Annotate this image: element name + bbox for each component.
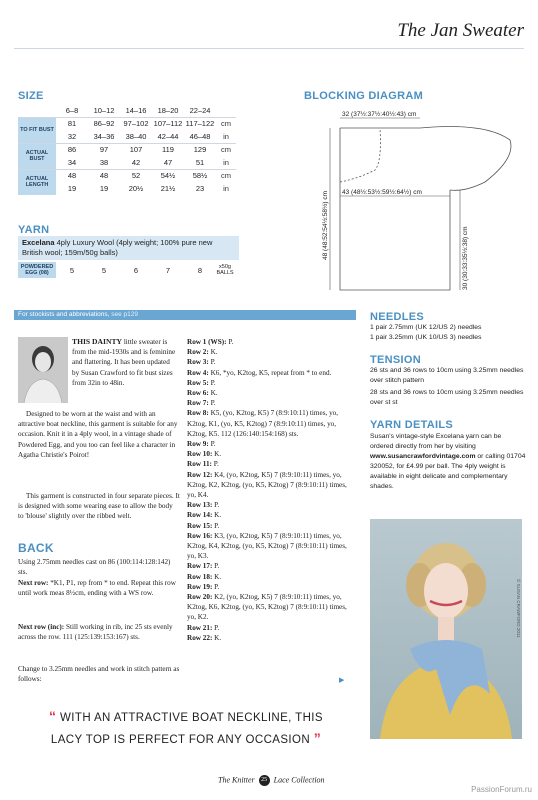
size-cell: 10–12 (93, 105, 115, 115)
page-number: 25 (259, 775, 270, 786)
pattern-row-label: Row 14: (187, 511, 213, 520)
size-unit: in (223, 183, 229, 193)
size-row-label (18, 104, 56, 117)
size-cell: 42–44 (157, 131, 179, 141)
pattern-row-text: K. (208, 348, 218, 357)
pull-quote (14, 706, 358, 750)
pattern-row-label: Row 10: (187, 450, 213, 459)
pattern-row-text: P. (212, 501, 220, 510)
top-measure: 32 (37½:37½:40½:43) cm (342, 111, 417, 118)
size-unit: cm (221, 119, 231, 129)
pattern-row-text: K2, (yo, K2tog, K5) 7 (8:9:10:11) times, yo, K2tog, K6, K2tog, (yo, K5, K2tog) 7 (8:9:10:11) times, yo, K2. (187, 593, 347, 622)
stockists-bar (14, 310, 356, 320)
pattern-row-text: P. (212, 623, 220, 632)
size-cell: 42 (131, 157, 141, 167)
sleeve-outline (340, 127, 511, 191)
size-cell: 86 (67, 145, 77, 155)
pattern-row (187, 582, 347, 592)
pattern-row-label: Row 9: (187, 440, 209, 449)
quote-line-1: WITH AN ATTRACTIVE BOAT NECKLINE, THIS (60, 712, 323, 724)
back-p3-bold: Next row (inc): (18, 623, 65, 631)
pattern-row-text: P. (212, 562, 220, 571)
size-cell: 117–122 (185, 119, 215, 129)
pattern-row (187, 572, 347, 582)
balls-count: 8 (197, 266, 203, 275)
pattern-row-text: P. (212, 582, 220, 591)
pattern-row-text: K5, (yo, K2tog, K5) 7 (8:9:10:11) times, yo, K2tog, K1, (yo, K5, K2tog) 7 (8:9:10:11) times, yo, K2tog, K5. 112 (126:140:154:168) sts. (187, 409, 339, 438)
pattern-row-text: K. (212, 511, 222, 520)
balls-count: 5 (101, 266, 107, 275)
page-title: The Jan Sweater (397, 20, 524, 41)
size-unit (216, 104, 236, 117)
pattern-row-text: P. (208, 440, 216, 449)
quote-open-icon: “ (49, 708, 57, 724)
yarn-heading: YARN (18, 224, 50, 236)
pattern-row-label: Row 16: (187, 531, 213, 540)
needles-l1: 1 pair 2.75mm (UK 12/US 2) needles (370, 324, 482, 331)
quote-line-2: LACY TOP IS PERFECT FOR ANY OCCASION (50, 734, 311, 746)
stockists-link[interactable]: see p129 (111, 311, 138, 318)
size-cell: 107 (129, 145, 143, 155)
mid-measure: 43 (48½:53½:59½:64½) cm (342, 189, 422, 196)
pattern-row (187, 357, 347, 367)
pattern-row-label: Row 21: (187, 623, 213, 632)
footer (218, 775, 325, 786)
pattern-row (187, 337, 347, 347)
pattern-row-label: Row 7: (187, 399, 209, 408)
size-cell: 107–112 (153, 119, 183, 129)
size-cell: 54½ (160, 171, 176, 181)
pattern-row-text: K. (212, 633, 222, 642)
pattern-row-label: Row 2: (187, 348, 209, 357)
pattern-row (187, 459, 347, 469)
yarn-desc: 4ply Luxury Wool (4ply weight; 100% pure new British wool; 159m/50g balls) (22, 238, 213, 257)
back-p2-wrap (18, 578, 180, 598)
balls-unit: x50g BALLS (216, 264, 234, 276)
pattern-row (187, 388, 347, 398)
pattern-row (187, 521, 347, 531)
pattern-row (187, 500, 347, 510)
pattern-row-text: P. (211, 460, 219, 469)
yarn-brand: Excelana (22, 238, 55, 247)
size-cell: 48 (67, 171, 77, 181)
back-p1: Using 2.75mm needles cast on 86 (100:114:128:142) sts. (18, 558, 171, 577)
size-cell: 19 (67, 183, 77, 193)
size-cell: 97–102 (123, 119, 149, 129)
pattern-row-label: Row 1 (WS): (187, 338, 227, 346)
size-cell: 38–40 (125, 131, 147, 141)
size-cell: 22–24 (189, 105, 211, 115)
right-measure: 30 (30:33:35½:38) cm (462, 226, 469, 290)
size-row (18, 169, 236, 182)
pattern-row (187, 561, 347, 571)
pattern-row-label: Row 19: (187, 582, 213, 591)
pattern-row (187, 449, 347, 459)
size-row-label: ACTUAL LENGTH (18, 169, 56, 195)
pattern-row (187, 623, 347, 633)
size-cell: 47 (163, 157, 173, 167)
needles-heading: NEEDLES (370, 311, 425, 323)
body-outline (340, 128, 450, 290)
pattern-row-text: K. (212, 450, 222, 459)
tension-heading: TENSION (370, 354, 421, 366)
pattern-row-text: P. (226, 338, 234, 346)
pattern-rows (187, 337, 347, 643)
back-p2: *K1, P1, rep from * to end. Repeat this row until work meas 8½cm, ending with a WS row. (18, 579, 176, 598)
pattern-row-text: K4, (yo, K2tog, K5) 7 (8:9:10:11) times, yo, K2tog, K2, K2tog, (yo, K5, K2tog) 7 (8:9:10:11) times, yo, K4. (187, 470, 347, 500)
footer-section: Lace Collection (273, 775, 325, 785)
size-cell: 34 (67, 157, 77, 167)
title-rule (14, 48, 524, 49)
pattern-row-text: K3, (yo, K2tog, K5) 7 (8:9:10:11) times, yo, K2tog, K4, K2tog, (yo, K5, K2tog) 7 (8:9:10:11) times, yo, K3. (187, 531, 347, 561)
vintage-portrait-image (18, 337, 68, 403)
balls-count: 7 (165, 266, 171, 275)
blocking-heading: BLOCKING DIAGRAM (304, 90, 424, 102)
tension-l2: 28 sts and 36 rows to 10cm using 3.25mm needles over st st (370, 389, 524, 406)
size-cell: 48 (99, 171, 109, 181)
size-table (18, 104, 236, 195)
size-cell: 34–36 (93, 131, 115, 141)
size-row (18, 143, 236, 156)
pattern-row (187, 531, 347, 562)
pattern-row-text: P. (208, 358, 216, 367)
size-cell: 19 (99, 183, 109, 193)
face (424, 563, 468, 619)
watermark: PassionForum.ru (471, 785, 532, 794)
size-cell: 51 (195, 157, 205, 167)
yarn-details-url[interactable]: www.susancrawfordvintage.com (370, 453, 476, 460)
intro-lead: THIS DAINTY (72, 337, 123, 346)
pattern-row-label: Row 5: (187, 378, 209, 387)
back-p3-wrap (18, 622, 180, 642)
size-cell: 18–20 (157, 105, 179, 115)
intro-paragraph-wrap (72, 337, 178, 388)
size-cell: 21½ (160, 183, 176, 193)
photo-credit: © SUSAN CRAWFORD 2011 (516, 579, 521, 638)
needles-l2: 1 pair 3.25mm (UK 10/US 3) needles (370, 334, 482, 341)
pattern-row-text: P. (212, 521, 220, 530)
size-row-label: TO FIT BUST (18, 117, 56, 143)
size-cell: 32 (67, 131, 77, 141)
quote-close-icon: ” (313, 730, 322, 746)
blocking-diagram (300, 100, 524, 310)
size-cell: 23 (195, 183, 205, 193)
pattern-row (187, 368, 347, 378)
pattern-row-label: Row 17: (187, 562, 213, 571)
size-cell: 52 (131, 171, 141, 181)
size-cell: 119 (162, 145, 174, 155)
pattern-row-text: P. (208, 378, 216, 387)
pattern-row-text: K. (208, 389, 218, 398)
pattern-row-label: Row 22: (187, 633, 213, 642)
intro-text-1: little sweater is from the mid-1930s and is feminine and flattering. It has been updated by Susan Crawford to fit bust sizes from 32in to 48in. (72, 338, 176, 387)
intro-text-2: Designed to be worn at the waist and with an attractive boat neckline, this garment is suitable for any occasion. Knit it in a 4ply wool, in a vintage shade of Powdered Egg, and you too can feel like a character in Agatha Christie's Poirot! (18, 410, 178, 459)
footer-magazine: The Knitter (218, 775, 255, 785)
back-heading: BACK (18, 541, 54, 555)
pattern-row-text: P. (208, 399, 216, 408)
pattern-row-label: Row 6: (187, 389, 209, 398)
pattern-row (187, 378, 347, 388)
size-unit: in (223, 157, 229, 167)
size-cell: 46–48 (189, 131, 211, 141)
size-row-label: ACTUAL BUST (18, 143, 56, 169)
size-cell: 129 (193, 145, 207, 155)
size-cell: 20½ (128, 183, 144, 193)
pattern-row-label: Row 15: (187, 521, 213, 530)
size-unit: cm (221, 171, 231, 181)
continue-arrow-icon: ▶ (339, 677, 345, 684)
size-cell: 6–8 (65, 105, 79, 115)
pattern-row (187, 439, 347, 449)
yarn-details-t1: Susan's vintage-style Excelana yarn can be ordered directly from her by visiting (370, 433, 502, 450)
yarn-details-t2: or calling 01704 320052, for £4.99 per ball. The 4ply weight is available in eight delicate and complementary shades. (370, 453, 526, 490)
pattern-row-text: K6, *yo, K2tog, K5, repeat from * to end. (208, 368, 332, 377)
intro-text-3: This garment is constructed in four separate pieces. It is designed with some wearing ease to allow the body to 'blouse' slightly over the ribbed welt. (18, 492, 180, 521)
pattern-row-label: Row 13: (187, 501, 213, 510)
yarn-details-text (370, 432, 526, 492)
pattern-row-label: Row 3: (187, 358, 209, 367)
size-cell: 97 (99, 145, 109, 155)
size-heading: SIZE (18, 90, 44, 102)
pattern-row (187, 592, 347, 623)
yarn-description (18, 236, 239, 260)
size-cell: 14–16 (125, 105, 147, 115)
size-unit: in (223, 131, 229, 141)
balls-count: 6 (133, 266, 139, 275)
pattern-row (187, 510, 347, 520)
size-cell: 86–92 (93, 119, 115, 129)
pattern-row (187, 633, 347, 643)
back-p4: Change to 3.25mm needles and work in stitch pattern as follows: (18, 665, 180, 684)
yarn-shade-label: POWDERED EGG (08) (18, 262, 56, 278)
balls-count: 5 (69, 266, 75, 275)
pattern-row-label: Row 20: (187, 593, 213, 602)
pattern-row-text: K. (212, 572, 222, 581)
tension-l1: 26 sts and 36 rows to 10cm using 3.25mm needles over stitch pattern (370, 367, 524, 384)
back-p2-bold: Next row: (18, 579, 49, 587)
size-cell: 81 (67, 119, 77, 129)
pattern-row-label: Row 12: (187, 470, 213, 479)
pattern-row (187, 470, 347, 501)
armhole-line (340, 128, 380, 182)
left-measure: 48 (48:52:54½:58½) cm (322, 190, 329, 260)
pattern-row-label: Row 8: (187, 409, 209, 418)
size-row (18, 104, 236, 117)
pattern-row-label: Row 11: (187, 460, 212, 469)
yarn-details-heading: YARN DETAILS (370, 419, 454, 431)
pattern-row (187, 408, 347, 439)
model-photo (370, 519, 522, 739)
pattern-row (187, 398, 347, 408)
back-p3: Still working in rib, inc 25 sts evenly across the row. 111 (125:139:153:167) sts. (18, 623, 173, 642)
size-row (18, 117, 236, 130)
stockists-text: For stockists and abbreviations, (18, 311, 110, 318)
size-cell: 58½ (192, 171, 208, 181)
pattern-row (187, 347, 347, 357)
pattern-row-label: Row 18: (187, 572, 213, 581)
yarn-balls-row (18, 262, 238, 278)
size-unit: cm (221, 145, 231, 155)
size-cell: 38 (99, 157, 109, 167)
pattern-row-label: Row 4: (187, 368, 209, 377)
